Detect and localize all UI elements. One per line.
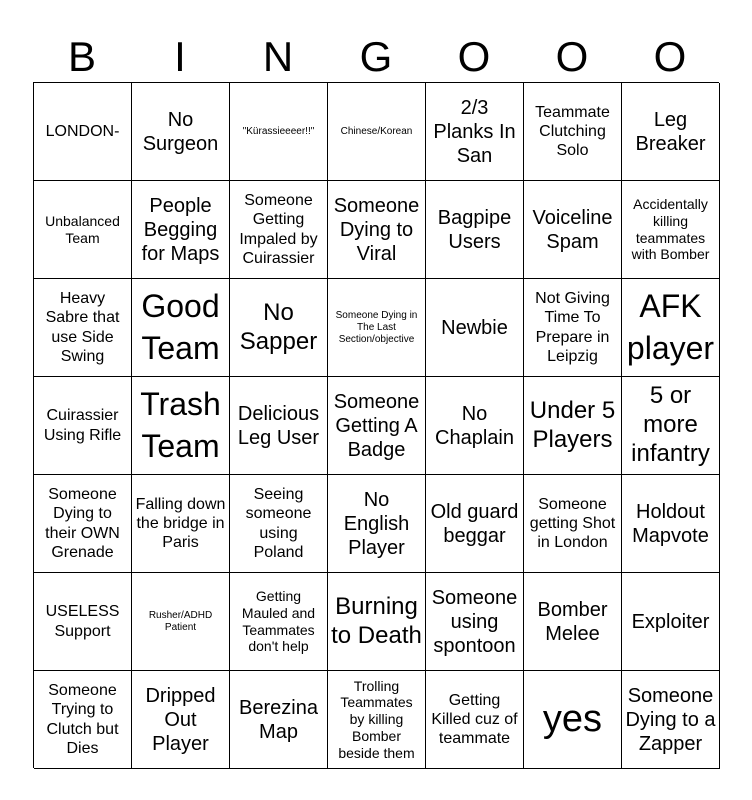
bingo-header <box>33 32 719 82</box>
bingo-cell[interactable]: Berezina Map <box>230 671 328 769</box>
bingo-cell[interactable]: Someone Dying to Viral <box>328 181 426 279</box>
bingo-cell[interactable]: Exploiter <box>622 573 720 671</box>
bingo-cell[interactable]: Heavy Sabre that use Side Swing <box>34 279 132 377</box>
bingo-cell[interactable]: Good Team <box>132 279 230 377</box>
bingo-cell[interactable]: Someone using spontoon <box>426 573 524 671</box>
header-letter-i: I <box>174 33 186 80</box>
bingo-cell[interactable]: Someone Dying to a Zapper <box>622 671 720 769</box>
bingo-cell[interactable]: Unbalanced Team <box>34 181 132 279</box>
bingo-cell[interactable]: Trash Team <box>132 377 230 475</box>
bingo-cell[interactable]: Getting Killed cuz of teammate <box>426 671 524 769</box>
bingo-cell[interactable]: No Surgeon <box>132 83 230 181</box>
header-letter-o: O <box>555 33 589 80</box>
bingo-cell[interactable]: 2/3 Planks In San <box>426 83 524 181</box>
bingo-cell[interactable]: Rusher/ADHD Patient <box>132 573 230 671</box>
bingo-cell[interactable]: "Kürassieeeer!!" <box>230 83 328 181</box>
header-letter-n: N <box>262 33 294 80</box>
bingo-cell[interactable]: No English Player <box>328 475 426 573</box>
bingo-cell[interactable]: Teammate Clutching Solo <box>524 83 622 181</box>
bingo-cell[interactable]: AFK player <box>622 279 720 377</box>
bingo-cell[interactable]: Seeing someone using Poland <box>230 475 328 573</box>
bingo-cell[interactable]: Burning to Death <box>328 573 426 671</box>
bingo-cell[interactable]: Trolling Teammates by killing Bomber beside them <box>328 671 426 769</box>
bingo-cell[interactable]: People Begging for Maps <box>132 181 230 279</box>
header-letter-g: G <box>359 33 393 80</box>
bingo-cell[interactable]: Falling down the bridge in Paris <box>132 475 230 573</box>
header-letter-o: O <box>653 33 687 80</box>
bingo-cell[interactable]: Delicious Leg User <box>230 377 328 475</box>
header-letter-b: B <box>67 33 96 80</box>
bingo-cell[interactable]: Someone Getting A Badge <box>328 377 426 475</box>
bingo-cell[interactable]: Cuirassier Using Rifle <box>34 377 132 475</box>
bingo-cell[interactable]: Chinese/Korean <box>328 83 426 181</box>
bingo-grid <box>33 82 719 768</box>
bingo-cell[interactable]: 5 or more infantry <box>622 377 720 475</box>
bingo-cell[interactable]: No Chaplain <box>426 377 524 475</box>
bingo-cell[interactable]: No Sapper <box>230 279 328 377</box>
bingo-cell[interactable]: Bomber Melee <box>524 573 622 671</box>
bingo-cell[interactable]: Someone getting Shot in London <box>524 475 622 573</box>
bingo-cell[interactable]: yes <box>524 671 622 769</box>
bingo-cell[interactable]: Newbie <box>426 279 524 377</box>
header-letter-o: O <box>457 33 491 80</box>
bingo-cell[interactable]: Getting Mauled and Teammates don't help <box>230 573 328 671</box>
bingo-cell[interactable]: LONDON- <box>34 83 132 181</box>
bingo-cell[interactable]: Leg Breaker <box>622 83 720 181</box>
bingo-cell[interactable]: Old guard beggar <box>426 475 524 573</box>
bingo-cell[interactable]: Someone Getting Impaled by Cuirassier <box>230 181 328 279</box>
bingo-cell[interactable]: Voiceline Spam <box>524 181 622 279</box>
bingo-cell[interactable]: Dripped Out Player <box>132 671 230 769</box>
bingo-cell[interactable]: Accidentally killing teammates with Bomber <box>622 181 720 279</box>
bingo-cell[interactable]: Holdout Mapvote <box>622 475 720 573</box>
bingo-cell[interactable]: Bagpipe Users <box>426 181 524 279</box>
bingo-cell[interactable]: USELESS Support <box>34 573 132 671</box>
bingo-cell[interactable]: Someone Dying in The Last Section/objective <box>328 279 426 377</box>
bingo-cell[interactable]: Not Giving Time To Prepare in Leipzig <box>524 279 622 377</box>
bingo-cell[interactable]: Under 5 Players <box>524 377 622 475</box>
bingo-cell[interactable]: Someone Dying to their OWN Grenade <box>34 475 132 573</box>
bingo-cell[interactable]: Someone Trying to Clutch but Dies <box>34 671 132 769</box>
